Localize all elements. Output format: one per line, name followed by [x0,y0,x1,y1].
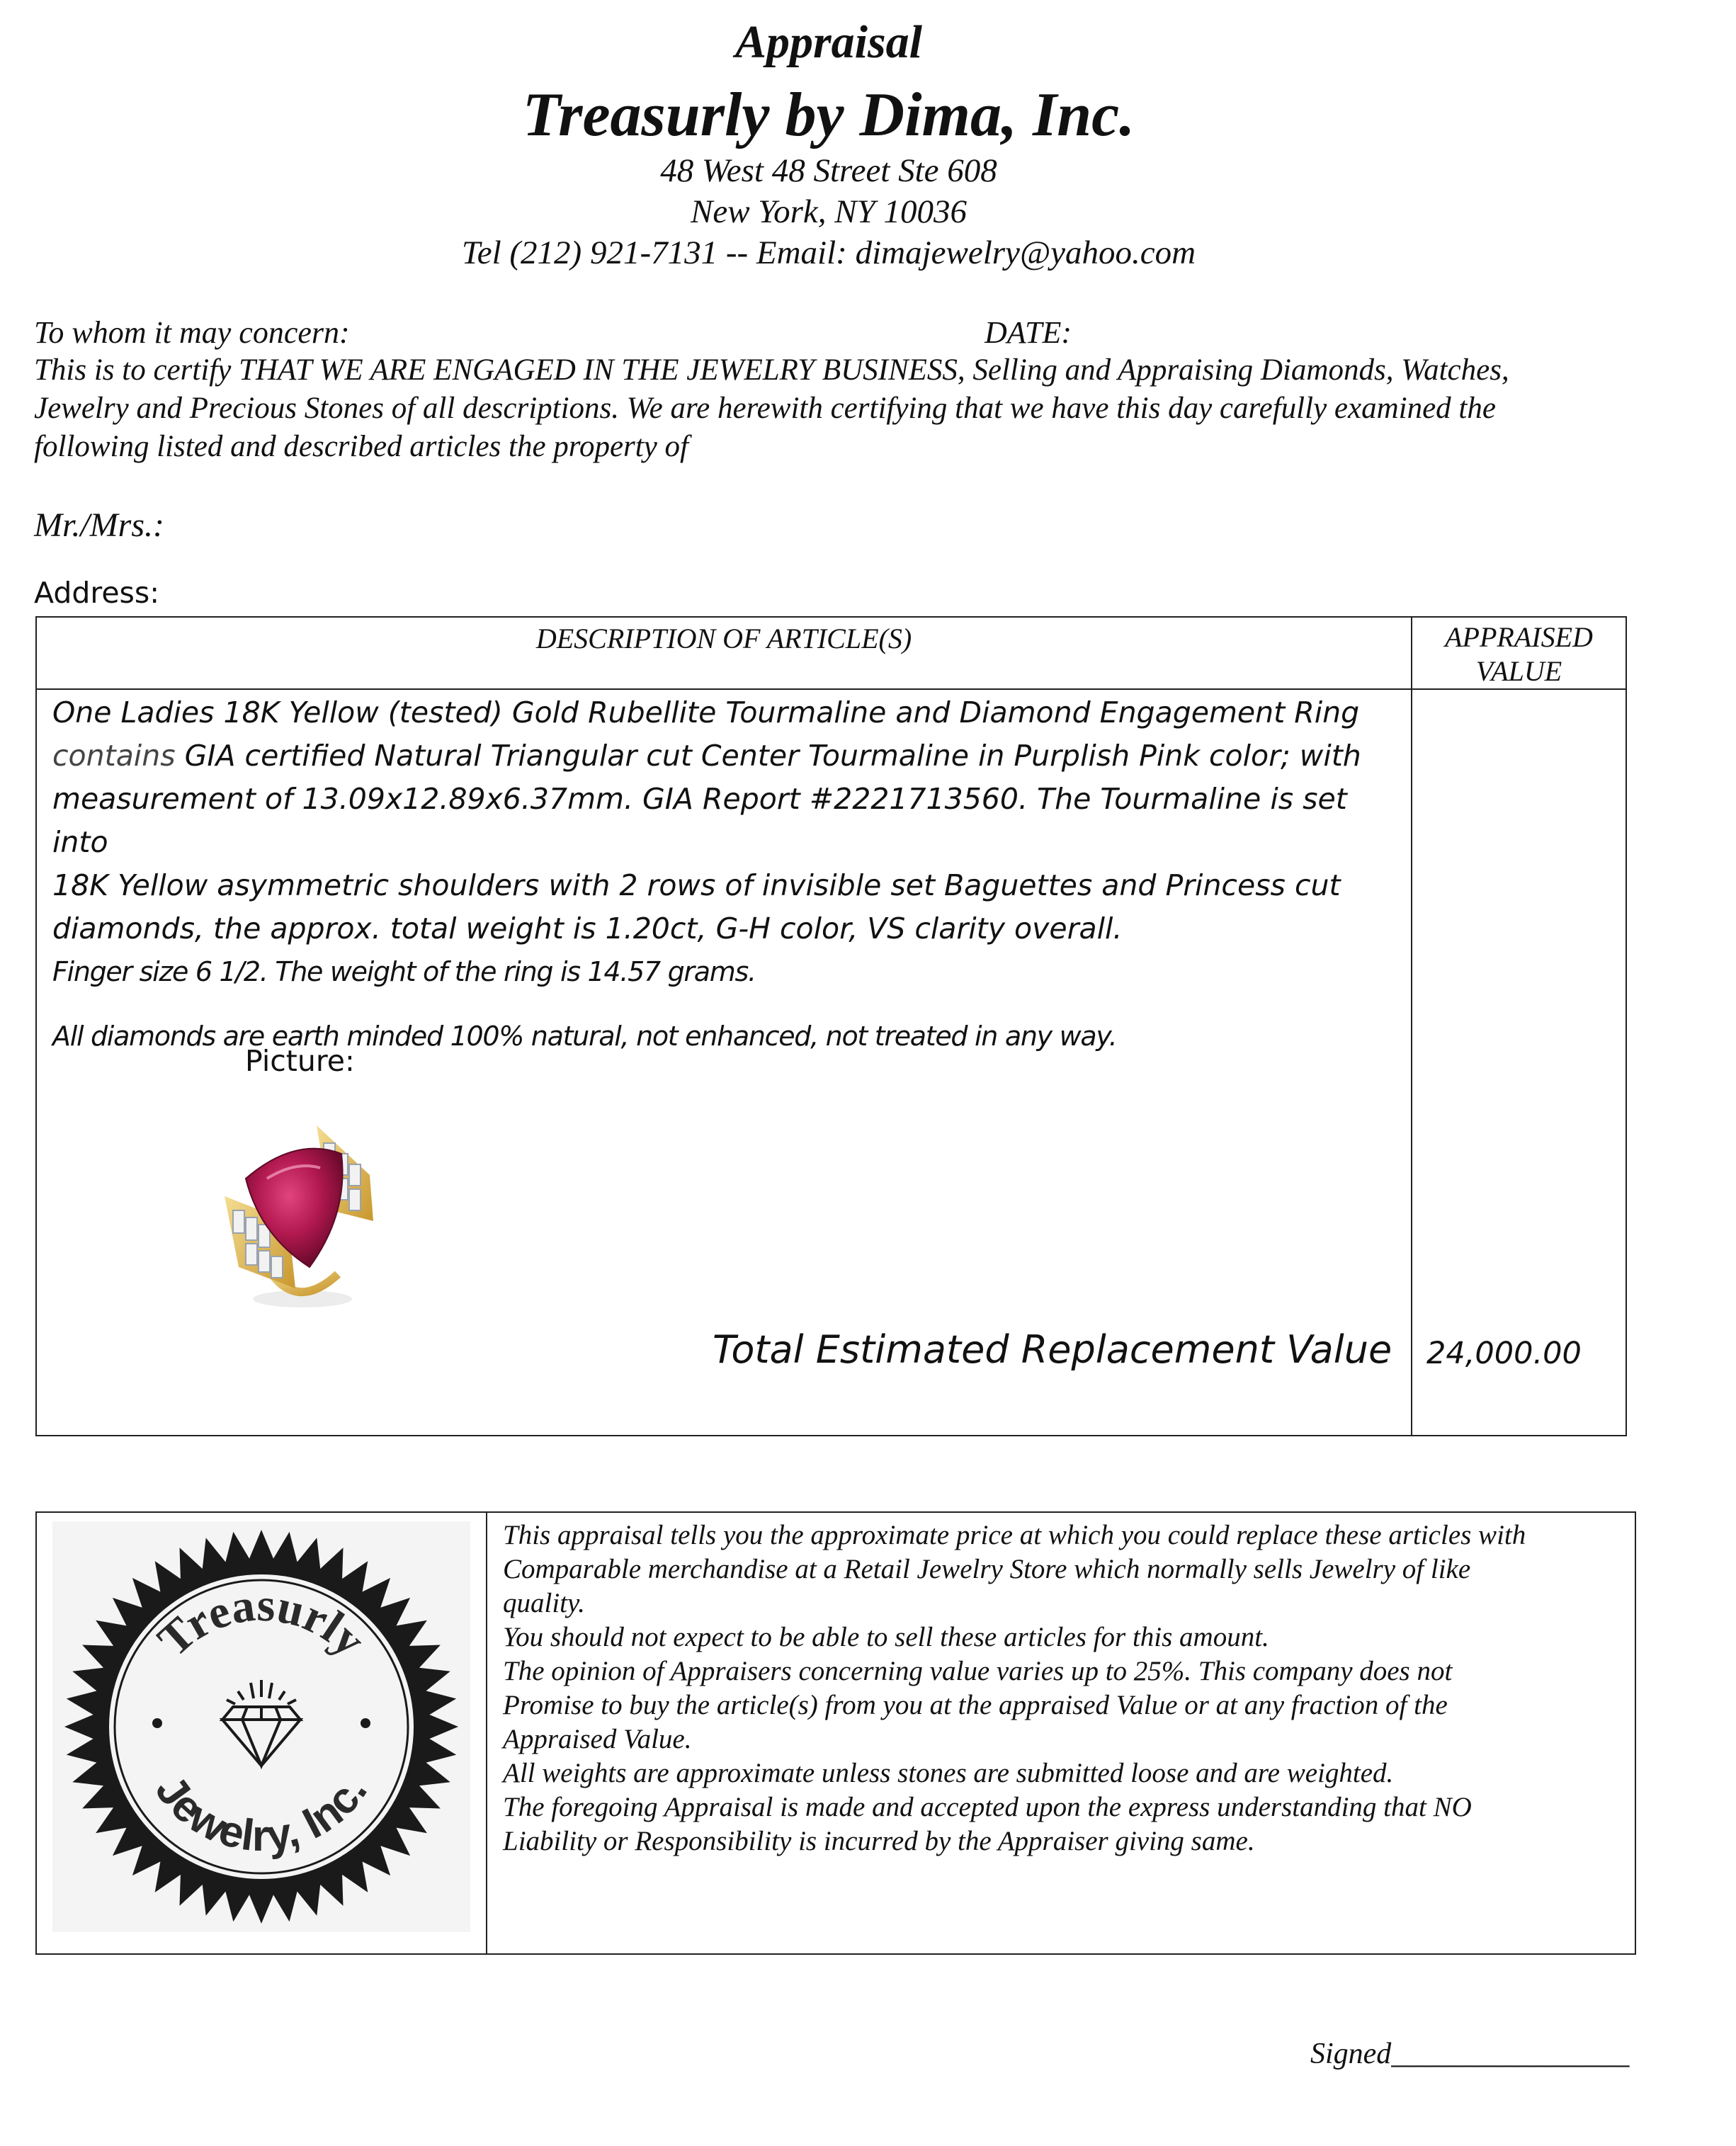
value-header-line2: VALUE [1475,655,1562,687]
company-name: Treasurly by Dima, Inc. [522,81,1135,149]
description-line-1: One Ladies 18K Yellow (tested) Gold Rubellite Tourmaline and Diamond Engagement Ring [52,696,1360,729]
disclaimer-line-10: Liability or Responsibility is incurred by the Appraiser giving same. [503,1826,1255,1856]
description-header: DESCRIPTION OF ARTICLE(S) [36,617,1412,689]
seal-cell [36,1512,487,1954]
owner-label: Mr./Mrs.: [34,506,165,544]
date-label: DATE: [985,315,1072,350]
company-address-line1: 48 West 48 Street Ste 608 [660,152,997,189]
value-cell [1412,689,1626,1436]
value-header [1412,617,1626,689]
seal-top-text: Treasurly [148,1579,375,1667]
certify-line-2: Jewelry and Precious Stones of all descriptions. We are herewith certifying that we have this day carefully examined the [34,392,1496,425]
total-label: Total Estimated Replacement Value [713,1327,1392,1372]
company-contact: Tel (212) 921-7131 -- Email: dimajewelry@yahoo.com [461,234,1196,271]
disclaimer-line-9: The foregoing Appraisal is made and accepted upon the express understanding that NO [503,1792,1472,1822]
company-address-line2: New York, NY 10036 [690,193,968,230]
disclaimer-line-1: This appraisal tells you the approximate price at which you could replace these articles with [503,1520,1526,1550]
description-cell [36,689,1412,1436]
finger-size-note: Finger size 6 1/2. The weight of the ring is 14.57 grams. [52,956,756,987]
certify-line-1: This is to certify THAT WE ARE ENGAGED IN THE JEWELRY BUSINESS, Selling and Appraising Diamonds, Watches, [34,353,1509,387]
salutation: To whom it may concern: [34,315,350,350]
disclaimer-cell [487,1512,1635,1954]
ring-photo [217,1122,430,1327]
disclaimer-line-4: You should not expect to be able to sell these articles for this amount. [503,1622,1269,1652]
seal-right-dot [361,1718,370,1728]
articles-table [35,616,1627,1436]
document-title: Appraisal [734,16,923,68]
disclaimer-line-6: Promise to buy the article(s) from you at the appraised Value or at any fraction of the [503,1690,1448,1720]
description-line-2-rest: GIA certified Natural Triangular cut Center Tourmaline in Purplish Pink color; with [175,739,1361,773]
disclaimer-line-7: Appraised Value. [503,1724,692,1754]
signature-area [1310,2037,1629,2071]
description-line-2 [52,734,1405,778]
address-label: Address: [34,576,160,610]
description-line-5: diamonds, the approx. total weight is 1.20ct, G-H color, VS clarity overall. [52,912,1123,946]
contains-word: contains [52,739,176,773]
disclaimer-line-8: All weights are approximate unless stones are submitted loose and are weighted. [503,1758,1394,1788]
description-line-3: measurement of 13.09x12.89x6.37mm. GIA Report #2221713560. The Tourmaline is set into [52,782,1347,859]
company-seal [52,1521,470,1932]
certify-line-3: following listed and described articles the property of [34,430,688,463]
description-line-4: 18K Yellow asymmetric shoulders with 2 rows of invisible set Baguettes and Princess cut [52,868,1341,902]
disclaimer-line-2: Comparable merchandise at a Retail Jewelry Store which normally sells Jewelry of like [503,1554,1471,1584]
seal-bottom-text: Jewelry, Inc. [145,1766,377,1861]
seal-left-dot [152,1718,162,1728]
disclaimer-table [35,1511,1636,1955]
natural-diamonds-note: All diamonds are earth minded 100% natural, not enhanced, not treated in any way. [52,1021,1117,1052]
signed-label: Signed [1310,2038,1392,2070]
value-header-line1: APPRAISED [1445,621,1593,653]
total-value: 24,000.00 [1426,1336,1582,1371]
picture-label: Picture: [245,1044,355,1078]
disclaimer-line-5: The opinion of Appraisers concerning value varies up to 25%. This company does not [503,1656,1453,1686]
signature-line: ________________ [1391,2038,1630,2070]
disclaimer-line-3: quality. [503,1588,585,1618]
